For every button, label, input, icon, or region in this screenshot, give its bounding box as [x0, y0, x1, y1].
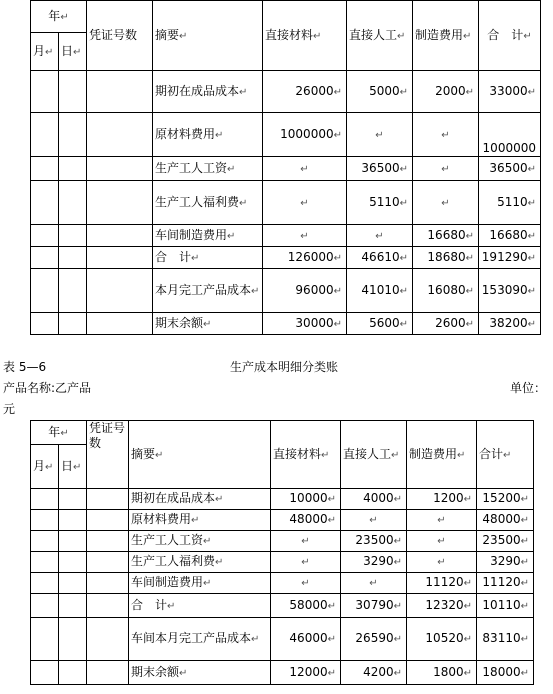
overhead-cell: 2000↵	[413, 71, 479, 113]
voucher-header: 凭证号数	[87, 421, 129, 489]
direct-labor-cell: 41010↵	[347, 269, 413, 313]
direct-material-cell: 30000↵	[263, 313, 347, 335]
direct-labor-cell: 5110↵	[347, 181, 413, 225]
summary-cell: 合 计↵	[153, 247, 263, 269]
direct-labor-cell: 26590↵	[341, 618, 407, 661]
table-row	[31, 113, 541, 157]
table-row	[31, 552, 534, 573]
table-row	[31, 510, 534, 531]
day-header: 日↵	[59, 33, 87, 71]
cost-ledger-table-1	[30, 0, 541, 335]
direct-labor-cell: 23500↵	[341, 531, 407, 552]
total-cell: 48000↵	[477, 510, 534, 531]
table-row	[31, 313, 541, 335]
overhead-cell: ↵	[413, 181, 479, 225]
table-row	[31, 269, 541, 313]
overhead-header: 制造费用↵	[413, 1, 479, 71]
unit-label: 单位：	[510, 381, 547, 395]
summary-cell: 原材料费用↵	[153, 113, 263, 157]
table-row	[31, 71, 541, 113]
overhead-cell: 2600↵	[413, 313, 479, 335]
summary-cell: 车间制造费用↵	[129, 573, 271, 594]
direct-labor-header: 直接人工↵	[347, 1, 413, 71]
total-cell: 3290↵	[477, 552, 534, 573]
total-cell: 36500↵	[479, 157, 541, 181]
summary-cell: 原材料费用↵	[129, 510, 271, 531]
overhead-cell: ↵	[413, 157, 479, 181]
table-row	[31, 225, 541, 247]
overhead-cell: ↵	[407, 510, 477, 531]
direct-material-cell: 1000000↵	[263, 113, 347, 157]
overhead-cell: ↵	[413, 113, 479, 157]
summary-cell: 车间本月完工产品成本↵	[129, 618, 271, 661]
direct-material-cell: ↵	[263, 181, 347, 225]
summary-cell: 生产工人福利费↵	[153, 181, 263, 225]
direct-material-cell: 126000↵	[263, 247, 347, 269]
summary-cell: 期末余额↵	[129, 661, 271, 685]
overhead-cell: 16680↵	[413, 225, 479, 247]
summary-header: 摘要↵	[129, 421, 271, 489]
year-header: 年↵	[31, 421, 87, 445]
month-header: 月↵	[31, 445, 59, 489]
direct-labor-cell: 5600↵	[347, 313, 413, 335]
total-cell: 33000↵	[479, 71, 541, 113]
total-header: 合 计↵	[479, 1, 541, 71]
direct-material-cell: ↵	[271, 552, 341, 573]
overhead-cell: ↵	[407, 531, 477, 552]
direct-material-cell: ↵	[271, 573, 341, 594]
direct-material-cell: ↵	[263, 225, 347, 247]
table-number: 表 5—6	[3, 360, 47, 374]
table-row	[31, 594, 534, 618]
direct-labor-cell: ↵	[341, 510, 407, 531]
total-cell: 11120↵	[477, 573, 534, 594]
table-row	[31, 618, 534, 661]
direct-labor-cell: 36500↵	[347, 157, 413, 181]
total-cell: 191290↵	[479, 247, 541, 269]
unit-tail: 元	[3, 402, 16, 416]
ledger-title: 生产成本明细分类账	[230, 360, 339, 374]
total-header: 合计↵	[477, 421, 534, 489]
day-header: 日↵	[59, 445, 87, 489]
table-row	[31, 573, 534, 594]
direct-material-cell: 48000↵	[271, 510, 341, 531]
direct-labor-cell: 5000↵	[347, 71, 413, 113]
total-cell: 10110↵	[477, 594, 534, 618]
direct-labor-header: 直接人工↵	[341, 421, 407, 489]
summary-cell: 生产工人福利费↵	[129, 552, 271, 573]
table-row	[31, 247, 541, 269]
direct-material-cell: 10000↵	[271, 489, 341, 510]
table-row	[31, 489, 534, 510]
voucher-header: 凭证号数	[87, 1, 153, 71]
summary-cell: 期末余额↵	[153, 313, 263, 335]
direct-material-cell: ↵	[263, 157, 347, 181]
direct-material-cell: 58000↵	[271, 594, 341, 618]
direct-labor-cell: 4200↵	[341, 661, 407, 685]
overhead-header: 制造费用↵	[407, 421, 477, 489]
summary-header: 摘要↵	[153, 1, 263, 71]
summary-cell: 本月完工产品成本↵	[153, 269, 263, 313]
year-header: 年↵	[31, 1, 87, 33]
direct-labor-cell: 46610↵	[347, 247, 413, 269]
total-cell: 18000↵	[477, 661, 534, 685]
direct-labor-cell: ↵	[347, 225, 413, 247]
total-cell: 38200↵	[479, 313, 541, 335]
direct-material-cell: 26000↵	[263, 71, 347, 113]
overhead-cell: 11120↵	[407, 573, 477, 594]
direct-labor-cell: ↵	[341, 573, 407, 594]
total-cell: 15200↵	[477, 489, 534, 510]
summary-cell: 期初在成品成本↵	[129, 489, 271, 510]
month-header: 月↵	[31, 33, 59, 71]
direct-material-header: 直接材料↵	[271, 421, 341, 489]
total-cell: 23500↵	[477, 531, 534, 552]
overhead-cell: 1200↵	[407, 489, 477, 510]
overhead-cell: 18680↵	[413, 247, 479, 269]
total-cell: 16680↵	[479, 225, 541, 247]
direct-material-cell: 12000↵	[271, 661, 341, 685]
summary-cell: 合 计↵	[129, 594, 271, 618]
direct-labor-cell: ↵	[347, 113, 413, 157]
overhead-cell: 16080↵	[413, 269, 479, 313]
direct-labor-cell: 4000↵	[341, 489, 407, 510]
product-name: 产品名称:乙产品	[3, 381, 92, 395]
summary-cell: 生产工人工资↵	[153, 157, 263, 181]
direct-material-cell: 46000↵	[271, 618, 341, 661]
direct-material-header: 直接材料↵	[263, 1, 347, 71]
table-row	[31, 661, 534, 685]
direct-labor-cell: 30790↵	[341, 594, 407, 618]
total-cell: 1000000	[479, 113, 541, 157]
total-cell: 83110↵	[477, 618, 534, 661]
direct-material-cell: 96000↵	[263, 269, 347, 313]
table-row	[31, 181, 541, 225]
summary-cell: 生产工人工资↵	[129, 531, 271, 552]
table-row	[31, 157, 541, 181]
overhead-cell: ↵	[407, 552, 477, 573]
total-cell: 153090↵	[479, 269, 541, 313]
direct-material-cell: ↵	[271, 531, 341, 552]
direct-labor-cell: 3290↵	[341, 552, 407, 573]
summary-cell: 期初在成品成本↵	[153, 71, 263, 113]
overhead-cell: 12320↵	[407, 594, 477, 618]
overhead-cell: 1800↵	[407, 661, 477, 685]
cost-ledger-table-2	[30, 420, 534, 685]
overhead-cell: 10520↵	[407, 618, 477, 661]
table-row	[31, 531, 534, 552]
summary-cell: 车间制造费用↵	[153, 225, 263, 247]
total-cell: 5110↵	[479, 181, 541, 225]
